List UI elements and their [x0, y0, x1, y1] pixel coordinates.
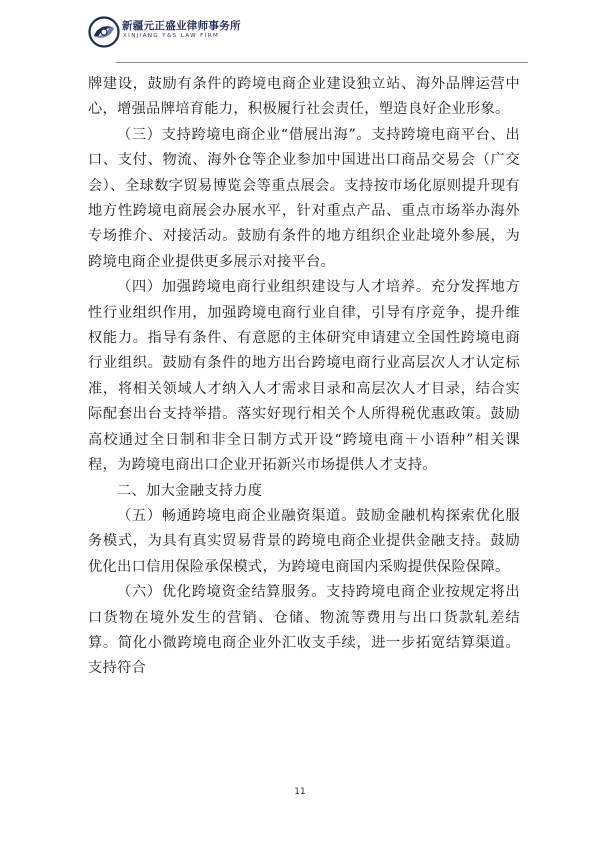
page-header — [88, 16, 528, 50]
document-body — [88, 72, 520, 682]
paragraph-item-4: （四）加强跨境电商行业组织建设与人才培养。充分发挥地方性行业组织作用，加强跨境电商行业自律，引导有序竞争，提升维权能力。指导有条件、有意愿的主体研究申请建立全国性跨境电商行业组织。鼓励有条件的地方出台跨境电商行业高层次人才认定标准，将相关领域人才纳入人才需求目录和高层次人才目录，结合实际配套出台支持举措。落实好现行相关个人所得税优惠政策。鼓励高校通过全日制和非全日制方式开设“跨境电商＋小语种”相关课程，为跨境电商出口企业开拓新兴市场提供人才支持。 — [88, 279, 520, 474]
section-heading: 二、加大金融支持力度 — [117, 482, 263, 499]
paragraph-item-5: （五）畅通跨境电商企业融资渠道。鼓励金融机构探索优化服务模式，为具有真实贸易背景的跨境电商企业提供金融支持。鼓励优化出口信用保险承保模式，为跨境电商国内采购提供保险保障。 — [88, 507, 520, 575]
header-divider — [116, 62, 528, 63]
firm-name-chinese: 新疆元正盛业律师事务所 — [122, 20, 241, 32]
law-firm-logo-icon — [88, 16, 120, 48]
page-number: 11 — [294, 787, 306, 797]
paragraph-item-3: （三）支持跨境电商企业“借展出海”。支持跨境电商平台、出口、支付、物流、海外仓等企业参加中国进出口商品交易会（广交会）、全球数字贸易博览会等重点展会。支持按市场化原则提升现有地方性跨境电商展会办展水平，针对重点产品、重点市场举办海外专场推介、对接活动。鼓励有条件的地方组织企业赴境外参展，为跨境电商企业提供更多展示对接平台。 — [88, 126, 520, 270]
paragraph-continuation: 牌建设，鼓励有条件的跨境电商企业建设独立站、海外品牌运营中心，增强品牌培育能力，积极履行社会责任，塑造良好企业形象。 — [88, 76, 520, 118]
paragraph-item-6: （六）优化跨境资金结算服务。支持跨境电商企业按规定将出口货物在境外发生的营销、仓储、物流等费用与出口货款轧差结算。简化小微跨境电商企业外汇收支手续，进一步拓宽结算渠道。支持符合 — [88, 584, 520, 677]
firm-name-english: XINJIANG Y&S LAW FIRM — [123, 33, 220, 39]
